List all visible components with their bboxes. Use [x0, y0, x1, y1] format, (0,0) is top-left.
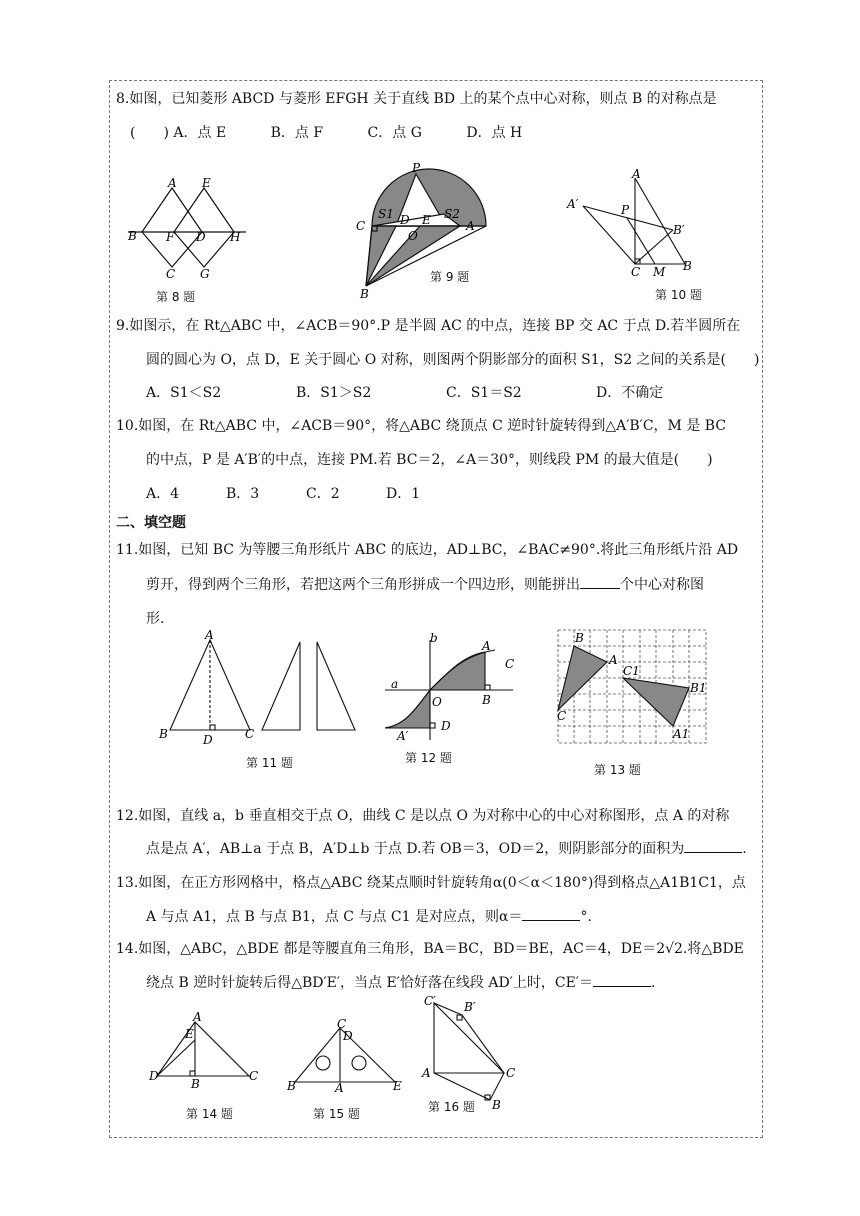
figure-15	[285, 1017, 410, 1095]
fig12-label-c: C	[505, 657, 515, 671]
q13-line2-text-a: A 与点 A1，点 B 与点 B1，点 C 与点 C1 是对应点，则α＝	[146, 909, 523, 925]
q11-line2-text-b: 个中心对称图	[620, 577, 704, 593]
fig12-label-b-axis: b	[430, 631, 438, 645]
fig10-label-a: A	[632, 167, 641, 181]
q8-option-d: D．点 H	[466, 125, 523, 141]
fig8-label-b: B	[128, 229, 137, 243]
q11-line3: 形.	[146, 611, 165, 627]
q12-line2-text-b: .	[742, 841, 747, 857]
q10-line2: 的中点，P 是 A′B′的中点，连接 PM.若 BC＝2，∠A＝30°，则线段 PM 的最大值是( )	[146, 452, 713, 468]
fig8-label-f: F	[166, 230, 175, 244]
q9-option-a: A．S1＜S2	[146, 385, 222, 401]
fig9-label-a: A	[466, 219, 475, 233]
q13-line1: 13.如图，在正方形网格中，格点△ABC 绕某点顺时针旋转角α(0＜α＜180°)得到格点△A1B1C1，点	[116, 875, 746, 891]
fig14-label-d: D	[149, 1069, 159, 1083]
fig11-label-d: D	[203, 733, 213, 747]
fig15-label-a: A	[335, 1081, 344, 1095]
fig15-label-d: D	[343, 1029, 353, 1043]
q11-answer-blank[interactable]	[580, 588, 620, 589]
figure-16	[420, 995, 530, 1110]
fig12-label-b: B	[482, 693, 491, 707]
q9-options	[146, 384, 786, 403]
fig12-label-d: D	[441, 719, 451, 733]
fig16-label-a: A	[422, 1066, 431, 1080]
q8-option-c: C．点 G	[367, 125, 422, 141]
q8-option-a: A．点 E	[173, 125, 227, 141]
q8-line1: 8.如图，已知菱形 ABCD 与菱形 EFGH 关于直线 BD 上的某个点中心对称，则点 B 的对称点是	[116, 91, 717, 107]
fig11-label-a: A	[205, 628, 214, 642]
fig12-label-a: A	[482, 639, 491, 653]
q12-line2	[146, 840, 786, 859]
fig9-caption: 第 9 题	[430, 270, 470, 284]
fig12-label-a-prime: A′	[397, 729, 409, 743]
q14-line2-text-a: 绕点 B 逆时针旋转后得△BD′E′，当点 E′恰好落在线段 AD′上时，CE′＝	[146, 975, 593, 991]
figure-13	[555, 628, 710, 746]
q9-option-d: D．不确定	[596, 385, 664, 401]
q11-line2	[146, 576, 786, 595]
q14-line1: 14.如图，△ABC，△BDE 都是等腰直角三角形，BA＝BC，BD＝BE，AC＝4，DE＝2√2.将△BDE	[116, 941, 744, 957]
fig15-label-e: E	[393, 1079, 402, 1093]
fig16-label-b: B	[492, 1098, 501, 1112]
fig8-label-d: D	[196, 230, 206, 244]
fig10-caption: 第 10 题	[655, 288, 702, 302]
fig14-label-c: C	[249, 1069, 259, 1083]
fig8-label-g: G	[200, 267, 210, 281]
fig9-label-c: C	[356, 219, 366, 233]
fig13-label-c: C	[557, 709, 567, 723]
fig9-label-p: P	[412, 161, 421, 175]
fig12-label-o: O	[432, 695, 442, 709]
fig10-label-m: M	[653, 265, 666, 279]
q12-line1: 12.如图，直线 a，b 垂直相交于点 O，曲线 C 是以点 O 为对称中心的中心对称图形，点 A 的对称	[116, 808, 730, 824]
fig10-label-b-prime: B′	[673, 223, 685, 237]
fig10-label-b: B	[683, 259, 692, 273]
fig12-caption: 第 12 题	[405, 751, 452, 765]
figure-14	[145, 1008, 270, 1091]
fig9-label-s1: S1	[378, 207, 394, 221]
fig9-label-s2: S2	[444, 207, 460, 221]
fig13-label-a1: A1	[673, 727, 690, 741]
fig14-caption: 第 14 题	[186, 1107, 233, 1121]
fig9-label-b: B	[360, 287, 369, 301]
q14-line2-text-b: .	[650, 975, 656, 991]
q10-option-b: B．3	[226, 486, 260, 502]
q14-answer-blank[interactable]	[593, 986, 651, 987]
q12-line2-text-a: 点是点 A′，AB⊥a 于点 B，A′D⊥b 于点 D.若 OB＝3，OD＝2，则阴影部分的面积为	[146, 841, 685, 857]
fig13-label-a: A	[609, 653, 618, 667]
fig8-label-a: A	[168, 176, 177, 190]
fig10-label-c: C	[631, 265, 641, 279]
fig9-label-o: O	[408, 229, 418, 243]
q9-line2: 圆的圆心为 O，点 D，E 关于圆心 O 对称，则图两个阴影部分的面积 S1，S2 之间的关系是( )	[146, 352, 760, 368]
fig15-label-c: C	[337, 1017, 347, 1031]
fig11-label-b: B	[159, 727, 168, 741]
fig9-label-d: D	[400, 213, 410, 227]
q8-options	[130, 124, 770, 143]
q11-line2-text-a: 剪开，得到两个三角形，若把这两个三角形拼成一个四边形，则能拼出	[146, 577, 580, 593]
fig13-caption: 第 13 题	[594, 763, 641, 777]
fig16-label-c: C	[506, 1066, 516, 1080]
fig9-label-e: E	[422, 213, 431, 227]
q9-option-b: B．S1＞S2	[296, 385, 372, 401]
q10-option-a: A．4	[146, 486, 180, 502]
q11-line1: 11.如图，已知 BC 为等腰三角形纸片 ABC 的底边，AD⊥BC，∠BAC≠90°.将此三角形纸片沿 AD	[116, 542, 739, 558]
q13-line2-text-b: °.	[580, 909, 592, 925]
fig16-caption: 第 16 题	[428, 1100, 475, 1114]
figure-11	[155, 628, 365, 748]
fig13-label-b: B	[575, 631, 584, 645]
fig8-label-h: H	[230, 230, 241, 244]
q10-option-c: C．2	[306, 486, 340, 502]
q8-option-b: B．点 F	[270, 125, 324, 141]
fig16-label-c-prime: C′	[424, 994, 436, 1008]
fig15-caption: 第 15 题	[313, 1107, 360, 1121]
q10-options	[146, 485, 786, 504]
q14-line2	[146, 974, 786, 993]
figure-12	[385, 630, 525, 745]
section-fill-in-title: 二、填空题	[116, 515, 186, 531]
fig14-label-a: A	[193, 1010, 202, 1024]
q9-line1: 9.如图示，在 Rt△ABC 中，∠ACB＝90°.P 是半圆 AC 的中点，连接 BP 交 AC 于点 D.若半圆所在	[116, 318, 741, 334]
q10-line1: 10.如图，在 Rt△ABC 中，∠ACB＝90°，将△ABC 绕顶点 C 逆时针旋转得到△A′B′C，M 是 BC	[116, 418, 727, 434]
figure-10	[565, 168, 705, 283]
fig10-label-a-prime: A′	[567, 197, 579, 211]
fig13-label-b1: B1	[690, 681, 707, 695]
fig8-label-c: C	[166, 267, 176, 281]
fig12-label-a-axis: a	[391, 677, 399, 691]
q9-option-c: C．S1＝S2	[446, 385, 522, 401]
fig15-label-b: B	[287, 1079, 296, 1093]
fig10-label-p: P	[621, 203, 630, 217]
fig16-label-b-prime: B′	[464, 1000, 476, 1014]
fig8-caption: 第 8 题	[156, 290, 196, 304]
q13-answer-blank[interactable]	[522, 920, 580, 921]
fig8-label-e: E	[202, 176, 211, 190]
q8-paren: ( )	[130, 125, 169, 141]
figure-8	[120, 175, 260, 285]
fig11-caption: 第 11 题	[246, 756, 293, 770]
fig13-label-c1: C1	[623, 664, 640, 678]
q12-answer-blank[interactable]	[684, 852, 742, 853]
q13-line2	[146, 908, 786, 927]
fig11-label-c: C	[245, 727, 255, 741]
fig14-label-e: E	[185, 1027, 194, 1041]
q10-option-d: D．1	[386, 486, 421, 502]
fig14-label-b: B	[191, 1077, 200, 1091]
